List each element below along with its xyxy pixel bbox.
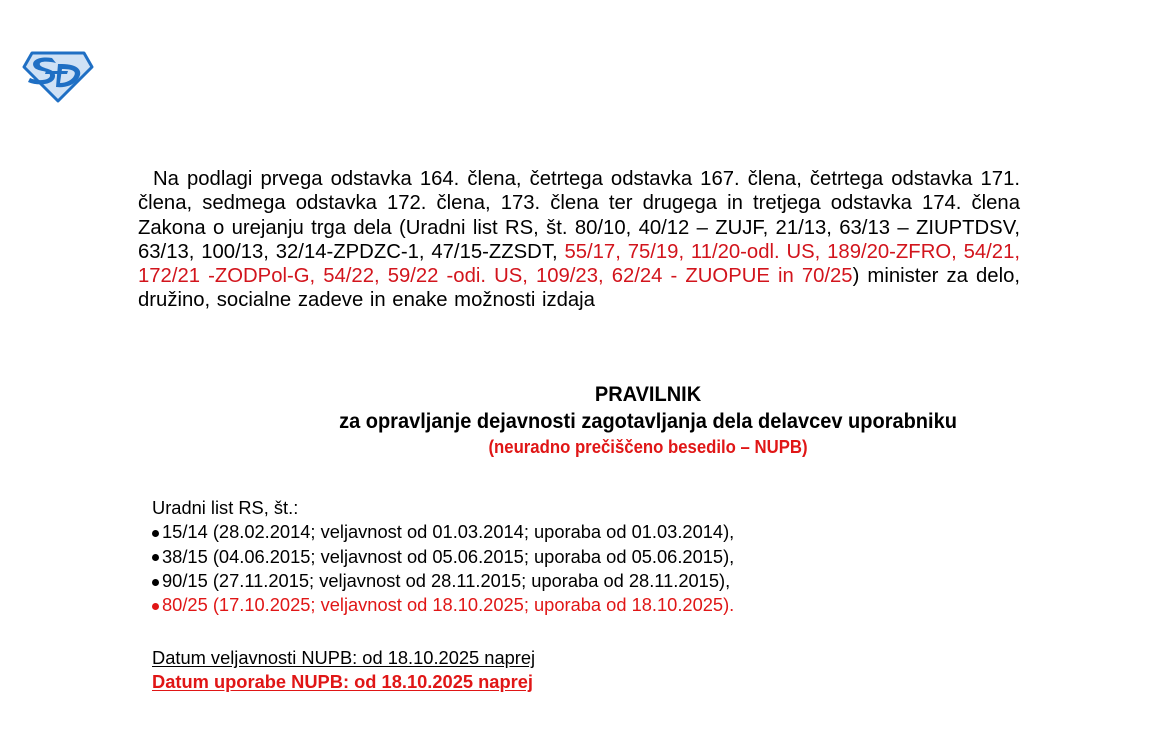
- bullet-icon: [152, 530, 159, 537]
- gazette-item-text: 38/15 (04.06.2015; veljavnost od 05.06.2015; uporaba od 05.06.2015),: [162, 545, 735, 567]
- bullet-icon: [152, 603, 159, 610]
- gazette-item-latest: [152, 593, 734, 617]
- validity-date: Datum veljavnosti NUPB: od 18.10.2025 naprej: [152, 647, 536, 668]
- intro-amendments: 55/17, 75/19, 11/20-odl. US, 189/20-ZFRO, 54/21, 172/21 -ZODPol-G, 54/22, 59/22 -odi. US, 109/23, 62/24 - ZUOPUE in 70/25: [138, 240, 1020, 288]
- document-subtitle: za opravljanje dejavnosti zagotavljanja dela delavcev uporabniku: [339, 409, 957, 433]
- bullet-icon: [152, 579, 159, 586]
- intro-text-part2: ) minister za delo, družino, socialne zadeve in enake možnosti izdaja: [138, 265, 1020, 312]
- title-block: [138, 381, 1157, 459]
- gazette-item-text: 80/25 (17.10.2025; veljavnost od 18.10.2025; uporaba od 18.10.2025).: [162, 594, 735, 616]
- gazette-label: Uradni list RS, št.:: [152, 497, 299, 518]
- nupb-dates: [152, 646, 535, 694]
- gazette-item: [152, 569, 734, 593]
- bullet-icon: [152, 554, 159, 561]
- application-date: Datum uporabe NUPB: od 18.10.2025 naprej: [152, 671, 533, 692]
- shield-sd-logo-icon: [22, 49, 94, 103]
- intro-paragraph: [138, 167, 1020, 313]
- nupb-note: (neuradno prečiščeno besedilo – NUPB): [488, 437, 808, 457]
- gazette-item: [152, 545, 734, 569]
- gazette-list: [152, 496, 734, 617]
- gazette-item-text: 90/15 (27.11.2015; veljavnost od 28.11.2015; uporaba od 28.11.2015),: [162, 569, 731, 591]
- document-title: PRAVILNIK: [594, 382, 702, 406]
- gazette-item-text: 15/14 (28.02.2014; veljavnost od 01.03.2014; uporaba od 01.03.2014),: [162, 521, 735, 543]
- gazette-item: [152, 520, 734, 544]
- logo: [22, 49, 94, 103]
- intro-text-part1: Na podlagi prvega odstavka 164. člena, četrtega odstavka 167. člena, četrtega odstavka 171. člena, sedmega odstavka 172. člena, 173. člena ter drugega in tretjega odstavka 174. člena Zakona o urejanju trga dela (Uradni list RS, št. 80/10, 40/12 – ZUJF, 21/13, 63/13 – ZIUPTDSV, 63/13, 100/13, 32/14-ZPDZC-1, 47/15-ZZSDT,: [138, 168, 1020, 263]
